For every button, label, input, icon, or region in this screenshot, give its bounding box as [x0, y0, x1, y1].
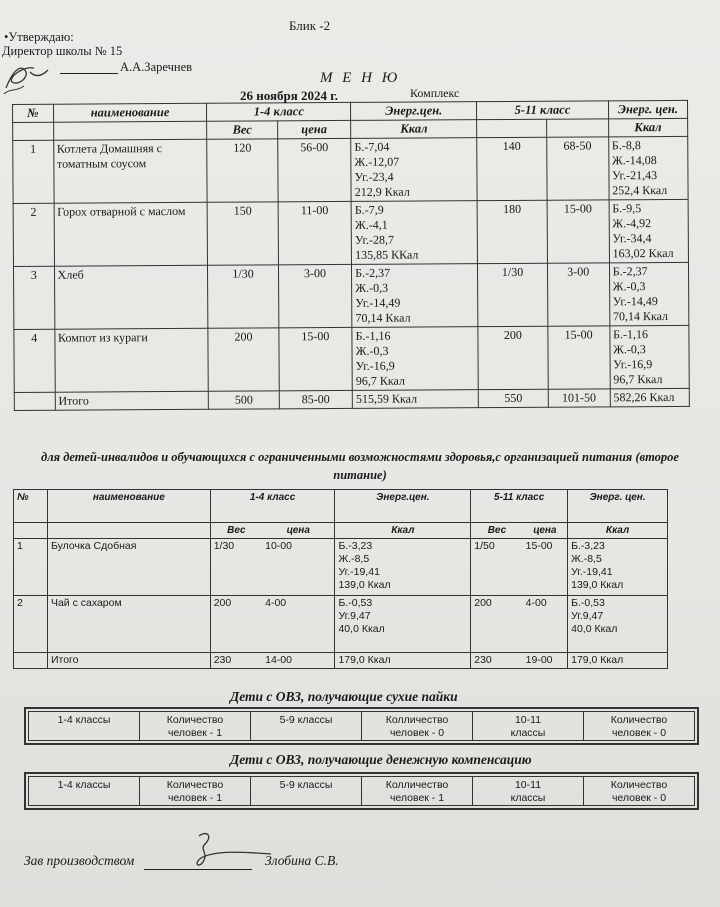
row-num: 4	[14, 329, 55, 392]
header-name: наименование	[47, 490, 210, 523]
header-kcal-low: Ккал	[335, 523, 471, 539]
energy-line: Ж.-8,5	[571, 553, 602, 565]
energy-line: Б.-3,23	[571, 540, 605, 552]
header-weight-low: Вес	[210, 523, 262, 539]
row-price-high: 15-00	[547, 200, 609, 263]
header-price: цена	[277, 120, 351, 138]
energy-line: Б.-3,23	[338, 540, 373, 552]
ovz-cell-line: 10-11	[514, 714, 542, 726]
header-grade-low: 1-4 класс	[210, 490, 335, 523]
energy-line: Б.-7,04	[354, 139, 390, 154]
energy-line: 163,02 Ккал	[612, 245, 674, 261]
row-energy-high	[610, 325, 690, 388]
ovz-cell-line: Колличество	[385, 714, 449, 726]
total-price-high: 101-50	[548, 389, 610, 407]
energy-line: 135,85 ККал	[355, 247, 419, 262]
energy-line: Уг.-34,4	[612, 231, 652, 246]
energy-line: Б.-9,5	[612, 201, 642, 216]
header-num: №	[13, 104, 54, 122]
energy-line: Б.-2,37	[612, 264, 648, 279]
ovz-cell	[584, 712, 694, 740]
header-energy-high: Энерг. цен.	[568, 490, 668, 523]
ovz-cell-line: классы	[510, 727, 546, 739]
table-row	[14, 596, 668, 653]
energy-line: 70,14 Ккал	[612, 308, 669, 324]
production-manager-label: Зав производством	[24, 853, 135, 868]
energy-line: Уг.9,47	[338, 610, 371, 622]
dry-rations-title: Дети с ОВЗ, получающие сухие пайки	[230, 689, 458, 704]
total-energy-high: 582,26 Ккал	[610, 388, 689, 406]
ovz-cell-line: человек - 0	[611, 727, 667, 739]
table-row	[14, 325, 689, 392]
ovz-cell-line: человек - 0	[389, 727, 445, 739]
total-price-high: 19-00	[523, 653, 568, 669]
ovz-cell-line: Количество	[166, 779, 224, 791]
row-weight-high: 200	[471, 596, 523, 653]
ovz-cell-line: человек - 1	[167, 727, 223, 739]
energy-line: Ж.-0,3	[355, 343, 389, 358]
row-name: Котлета Домашняя с томатным соусом	[53, 139, 207, 203]
total-weight-high: 550	[479, 389, 549, 407]
ovz-cell-line: Колличество	[385, 779, 449, 791]
blank-number: Блик -2	[289, 18, 331, 33]
director-title: Директор школы № 15	[2, 44, 123, 58]
row-energy-high	[609, 262, 689, 325]
menu-complex: Комплекс	[410, 86, 460, 100]
total-label: Итого	[47, 653, 210, 669]
table-subheader-row	[14, 523, 668, 539]
approve-label: •Утверждаю:	[4, 30, 74, 44]
row-price-high: 15-00	[523, 539, 568, 596]
production-manager-name: Злобина С.В.	[265, 853, 339, 868]
row-weight-high: 200	[478, 326, 548, 389]
ovz-cell	[140, 777, 251, 805]
row-weight-low: 1/30	[208, 265, 279, 328]
row-name: Чай с сахаром	[47, 596, 210, 653]
menu-date: 26 ноября 2024 г.	[240, 88, 338, 103]
energy-line: Уг.-28,7	[354, 232, 395, 247]
ovz-cell	[251, 777, 362, 805]
energy-line: 139,0 Ккал	[571, 579, 624, 591]
money-compensation-cells	[28, 776, 695, 806]
energy-line: Ж.-4,1	[354, 217, 388, 232]
header-grade-high: 5-11 класс	[477, 101, 608, 120]
energy-line: Уг.-14,49	[612, 294, 658, 309]
ovz-cell-line: 1-4 классы	[57, 779, 111, 791]
total-price-low: 85-00	[279, 390, 353, 408]
director-name: А.А.Заречнев	[120, 60, 193, 74]
row-num: 3	[13, 266, 54, 329]
row-num: 1	[14, 539, 48, 596]
energy-line: 96,7 Ккал	[613, 372, 663, 387]
header-name: наименование	[53, 103, 207, 122]
energy-line: Б.-1,16	[613, 327, 648, 342]
energy-line: Уг.-19,41	[338, 566, 380, 578]
energy-line: Уг.-19,41	[571, 566, 613, 578]
ovz-cell-line: Количество	[166, 714, 224, 726]
row-name: Хлеб	[54, 265, 208, 329]
row-name: Булочка Сдобная	[47, 539, 210, 596]
header-kcal-high: Ккал	[568, 523, 668, 539]
row-price-low: 3-00	[278, 264, 352, 327]
row-price-low: 56-00	[277, 138, 351, 201]
dry-rations-cells	[28, 711, 695, 741]
row-energy-high	[608, 136, 688, 199]
ovz-section-title: для детей-инвалидов и обучающихся с ограниченными возможностями здоровья,с организацией питания (второе питание)	[41, 450, 679, 482]
total-label: Итого	[55, 391, 209, 410]
energy-line: Уг.-23,4	[354, 169, 394, 184]
ovz-cell-line: классы	[510, 792, 546, 804]
energy-line: 139,0 Ккал	[338, 579, 391, 591]
header-weight: Вес	[207, 121, 277, 139]
row-price-high: 15-00	[548, 326, 610, 389]
energy-line: Ж.-4,92	[612, 216, 652, 231]
row-name: Горох отварной с маслом	[54, 202, 208, 266]
main-menu-table	[12, 100, 690, 411]
energy-line: Ж.-8,5	[338, 553, 370, 565]
header-price-high: цена	[523, 523, 568, 539]
row-energy-high	[568, 539, 668, 596]
energy-line: Ж.-12,07	[354, 154, 400, 169]
ovz-cell-line: человек - 1	[389, 792, 445, 804]
total-weight-low: 500	[209, 391, 279, 409]
row-weight-low: 200	[208, 328, 279, 391]
header-kcal-low: Ккал	[351, 120, 477, 139]
energy-line: Ж.-0,3	[612, 279, 646, 294]
row-price-high: 4-00	[523, 596, 568, 653]
header-grade-high: 5-11 класс	[471, 490, 568, 523]
row-weight-high: 1/50	[471, 539, 523, 596]
ovz-cell-line: 10-11	[514, 779, 542, 791]
row-price-high: 68-50	[546, 137, 608, 200]
production-signature-icon	[185, 828, 275, 872]
energy-line: Б.-2,37	[355, 265, 391, 280]
director-signature-line	[60, 61, 118, 74]
row-price-low: 10-00	[262, 539, 335, 596]
row-energy-low	[335, 539, 471, 596]
row-price-low: 11-00	[278, 201, 352, 264]
energy-line: Уг.9,47	[571, 610, 604, 622]
total-price-low: 14-00	[262, 653, 335, 669]
second-meal-table	[13, 489, 668, 669]
row-price-high: 3-00	[547, 263, 609, 326]
energy-line: Ж.-0,3	[355, 280, 389, 295]
ovz-cell-line: человек - 1	[167, 792, 223, 804]
energy-line: 70,14 Ккал	[355, 310, 411, 325]
row-energy-low	[335, 596, 471, 653]
energy-line: Уг.-16,9	[613, 357, 653, 372]
energy-line: Уг.-16,9	[355, 358, 395, 373]
table-total-row	[14, 388, 689, 410]
header-grade-low: 1-4 класс	[207, 102, 351, 121]
header-price-low: цена	[262, 523, 335, 539]
ovz-cell-line: 5-9 классы	[279, 714, 333, 726]
header-weight-high: Вес	[471, 523, 523, 539]
row-energy-high	[568, 596, 668, 653]
money-compensation-box	[24, 772, 699, 810]
total-weight-high: 230	[471, 653, 523, 669]
table-row	[13, 199, 688, 266]
row-name: Компот из кураги	[54, 328, 208, 392]
header-energy-low: Энерг.цен.	[335, 490, 471, 523]
header-kcal-high: Ккал	[608, 118, 687, 136]
header-energy-high: Энерг. цен.	[608, 100, 687, 118]
table-total-row	[14, 653, 668, 669]
ovz-cell	[362, 777, 473, 805]
energy-line: 212,9 Ккал	[354, 184, 410, 199]
header-num: №	[14, 490, 48, 523]
menu-title: М Е Н Ю	[320, 70, 401, 86]
ovz-cell	[584, 777, 694, 805]
table-row	[13, 136, 688, 203]
ovz-cell-line: человек - 0	[611, 792, 667, 804]
row-weight-high: 180	[477, 200, 547, 263]
second-meal-body	[14, 539, 668, 653]
total-energy-high: 179,0 Ккал	[568, 653, 668, 669]
energy-line: 40,0 Ккал	[571, 623, 618, 635]
energy-line: Б.-7,9	[354, 202, 384, 217]
ovz-cell	[29, 777, 140, 805]
ovz-cell	[362, 712, 473, 740]
ovz-cell	[140, 712, 251, 740]
row-weight-low: 200	[210, 596, 262, 653]
row-energy-low	[351, 138, 477, 202]
row-energy-low	[351, 201, 477, 265]
ovz-cell-line: 5-9 классы	[279, 779, 333, 791]
row-weight-high: 140	[477, 137, 547, 200]
energy-line: Уг.-14,49	[355, 295, 401, 310]
energy-line: 40,0 Ккал	[338, 623, 385, 635]
row-energy-low	[352, 264, 478, 328]
table-header-row	[14, 490, 668, 523]
energy-line: Уг.-21,43	[612, 168, 658, 183]
table-row	[14, 539, 668, 596]
energy-line: 252,4 Ккал	[612, 182, 668, 198]
row-weight-low: 120	[207, 139, 278, 202]
ovz-cell	[473, 712, 584, 740]
total-weight-low: 230	[210, 653, 262, 669]
ovz-cell-line: Количество	[610, 779, 668, 791]
row-price-low: 4-00	[262, 596, 335, 653]
main-menu-body	[13, 136, 690, 392]
energy-line: Б.-1,16	[355, 328, 391, 343]
row-num: 1	[13, 140, 54, 203]
table-row	[13, 262, 688, 329]
ovz-cell	[251, 712, 362, 740]
total-energy-low: 179,0 Ккал	[335, 653, 471, 669]
row-num: 2	[13, 203, 54, 266]
ovz-cell	[473, 777, 584, 805]
energy-line: Б.-8,8	[611, 138, 641, 153]
row-weight-high: 1/30	[478, 263, 548, 326]
energy-line: 96,7 Ккал	[355, 373, 405, 388]
ovz-cell	[29, 712, 140, 740]
energy-line: Ж.-14,08	[611, 153, 657, 168]
ovz-cell-line: 1-4 классы	[57, 714, 111, 726]
money-compensation-title: Дети с ОВЗ, получающие денежную компенсацию	[230, 752, 532, 767]
row-energy-low	[352, 327, 478, 391]
row-num: 2	[14, 596, 48, 653]
row-weight-low: 150	[207, 202, 278, 265]
row-weight-low: 1/30	[210, 539, 262, 596]
energy-line: Ж.-0,3	[613, 342, 646, 357]
header-energy-low: Энерг.цен.	[351, 102, 477, 121]
director-signature-icon	[0, 58, 60, 98]
total-energy-low: 515,59 Ккал	[352, 390, 478, 409]
dry-rations-box	[24, 707, 699, 745]
row-energy-high	[609, 199, 689, 262]
ovz-cell-line: Количество	[610, 714, 668, 726]
row-price-low: 15-00	[279, 327, 353, 390]
energy-line: Б.-0,53	[571, 597, 605, 609]
energy-line: Б.-0,53	[338, 597, 373, 609]
